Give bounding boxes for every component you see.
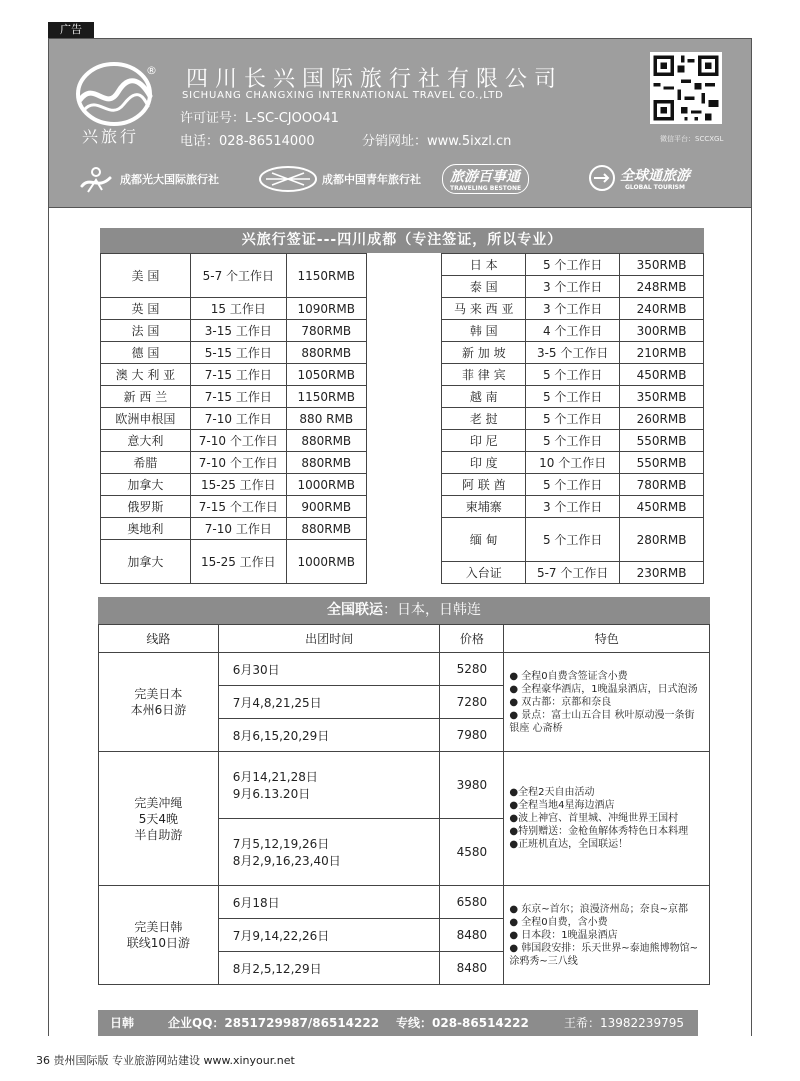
visa-right-days: 5 个工作日: [526, 254, 620, 276]
tour-date-line: 6月30日: [232, 662, 280, 677]
company-name: 四川长兴国际旅行社有限公司: [186, 67, 564, 92]
page-footer: 36 贵州国际版 专业旅游网站建设 www.xinyour.net: [36, 1054, 295, 1067]
runner-logo-icon: [76, 164, 116, 194]
distribution-url[interactable]: 分销网址：www.5ixzl.cn: [362, 134, 512, 149]
visa-section-title: 兴旅行签证---四川成都（专注签证，所以专业）: [100, 228, 704, 253]
visa-right-price: 248RMB: [620, 276, 704, 298]
tour-feature-item: ●正班机直达，全国联运！: [509, 839, 629, 850]
tour-date-line: 7月4,8,21,25日: [232, 695, 322, 710]
globe-arrow-icon: [588, 164, 616, 192]
visa-left-days: 7-15 个工作日: [190, 496, 286, 518]
visa-right-country: 日 本: [442, 254, 526, 276]
tour-price: 7280: [440, 686, 504, 719]
visa-right-price: 230RMB: [620, 562, 704, 584]
visa-right-days: 5 个工作日: [526, 518, 620, 562]
visa-right-country: 越 南: [442, 386, 526, 408]
tour-feature-item: ●全程2天自由活动: [509, 787, 595, 798]
contact-label: 日韩: [110, 1016, 135, 1030]
tour-price: 6580: [440, 886, 504, 919]
tour-feature-item: ● 景点：富士山五合目 秋叶原动漫一条街: [509, 709, 695, 721]
visa-left-days: 5-7 个工作日: [190, 254, 286, 298]
tour-date: [218, 686, 440, 719]
badge-bestone-box: [442, 164, 529, 194]
tour-feature-item: ● 东京~首尔；浪漫济州岛；奈良~京都: [509, 903, 689, 915]
tour-header-date: 出团时间: [218, 625, 440, 653]
tour-date-line: 6月14,21,28日: [232, 770, 318, 784]
tour-row: [99, 752, 710, 819]
visa-right-price: 450RMB: [620, 496, 704, 518]
contact-bar: [98, 1010, 698, 1036]
visa-right-price: 300RMB: [620, 320, 704, 342]
tour-route-line: 本州6日游: [130, 703, 187, 717]
visa-right-price: 210RMB: [620, 342, 704, 364]
partner-guangda: [76, 164, 219, 194]
visa-right-days: 5-7 个工作日: [526, 562, 620, 584]
tour-route-line: 联线10日游: [126, 936, 191, 950]
tour-price: 3980: [440, 752, 504, 819]
visa-left-days: 7-10 工作日: [190, 408, 286, 430]
tour-header-feature: 特色: [504, 625, 710, 653]
visa-right-price: 350RMB: [620, 386, 704, 408]
visa-right-price: 240RMB: [620, 298, 704, 320]
visa-left-days: 7-10 个工作日: [190, 430, 286, 452]
visa-left-country: 英 国: [101, 298, 191, 320]
visa-table: [100, 253, 704, 584]
partner-cyts-name: 成都中国青年旅行社: [322, 173, 421, 186]
tour-feature-item: ●波上神宫、首里城、冲绳世界王国村: [509, 813, 679, 824]
visa-right-country: 泰 国: [442, 276, 526, 298]
visa-left-days: 3-15 工作日: [190, 320, 286, 342]
tour-route: [99, 653, 219, 752]
tour-feature-item: 银座 心斋桥: [509, 722, 563, 734]
visa-right-country: 菲 律 宾: [442, 364, 526, 386]
visa-left-days: 15 工作日: [190, 298, 286, 320]
visa-left-country: 德 国: [101, 342, 191, 364]
badge-global-name: 全球通旅游: [620, 168, 690, 184]
visa-left-country: 澳 大 利 亚: [101, 364, 191, 386]
tour-route-line: 完美日本: [134, 687, 183, 701]
visa-right-price: 260RMB: [620, 408, 704, 430]
tour-header-price: 价格: [440, 625, 504, 653]
tour-features: [504, 653, 710, 752]
tour-price: 8480: [440, 919, 504, 952]
visa-left-country: 俄罗斯: [101, 496, 191, 518]
tour-date: [218, 919, 440, 952]
tour-date: [218, 886, 440, 919]
tour-date: [218, 819, 440, 886]
visa-left-price: 780RMB: [286, 320, 366, 342]
badge-bestone-name: 旅游百事通: [450, 169, 520, 185]
tour-section-title: [98, 597, 710, 624]
tour-date: [218, 952, 440, 985]
visa-left-price: 880RMB: [286, 518, 366, 540]
visa-left-price: 1000RMB: [286, 474, 366, 496]
visa-right-price: 450RMB: [620, 364, 704, 386]
tour-price: 5280: [440, 653, 504, 686]
visa-left-price: 1150RMB: [286, 386, 366, 408]
tour-row: [99, 653, 710, 686]
visa-right-days: 5 个工作日: [526, 474, 620, 496]
visa-left-days: 7-10 个工作日: [190, 452, 286, 474]
visa-left-country: 加拿大: [101, 474, 191, 496]
visa-left-price: 1000RMB: [286, 540, 366, 584]
visa-right-price: 550RMB: [620, 452, 704, 474]
tour-feature-item: ● 全程0自费含签证含小费: [509, 670, 628, 682]
visa-left-country: 希腊: [101, 452, 191, 474]
visa-left-price: 900RMB: [286, 496, 366, 518]
tour-date-line: 6月18日: [232, 895, 280, 910]
tour-title-rest: ：日本，日韩连: [383, 602, 481, 618]
visa-right-days: 3-5 个工作日: [526, 342, 620, 364]
visa-left-price: 1150RMB: [286, 254, 366, 298]
tour-date-line: 7月5,12,19,26日: [232, 837, 330, 851]
tour-feature-item: ● 全程0自费，含小费: [509, 916, 608, 928]
visa-left-country: 法 国: [101, 320, 191, 342]
badge-bestone-sub: TRAVELING BESTONE: [450, 185, 522, 192]
visa-right-country: 缅 甸: [442, 518, 526, 562]
badge-bestone: [442, 164, 529, 194]
visa-right-days: 3 个工作日: [526, 298, 620, 320]
tour-date-line: 8月2,9,16,23,40日: [232, 854, 341, 868]
visa-right-days: 10 个工作日: [526, 452, 620, 474]
visa-left-country: 欧洲申根国: [101, 408, 191, 430]
tour-route-line: 完美日韩: [134, 920, 183, 934]
tour-feature-item: ● 全程豪华酒店，1晚温泉酒店，日式泡汤: [509, 683, 698, 695]
visa-right-country: 老 挝: [442, 408, 526, 430]
visa-left-country: 意大利: [101, 430, 191, 452]
tour-feature-item: ●特别赠送：金枪鱼解体秀特色日本料理: [509, 826, 689, 837]
visa-left-price: 880RMB: [286, 430, 366, 452]
tour-features: [504, 886, 710, 985]
tour-feature-item: ●全程当地4星海边酒店: [509, 800, 615, 811]
visa-left-days: 7-10 工作日: [190, 518, 286, 540]
contact-qq: 企业QQ：2851729987/86514222: [168, 1016, 380, 1030]
visa-left-price: 880RMB: [286, 452, 366, 474]
visa-right-country: 印 度: [442, 452, 526, 474]
visa-right-country: 入台证: [442, 562, 526, 584]
tour-features: [504, 752, 710, 886]
tour-title-bold: 全国联运: [327, 602, 383, 618]
partner-guangda-name: 成都光大国际旅行社: [120, 173, 219, 186]
partner-cyts: [258, 164, 421, 194]
badge-global: [588, 164, 690, 192]
tour-date-line: 8月2,5,12,29日: [232, 961, 322, 976]
visa-right-country: 柬埔寨: [442, 496, 526, 518]
tour-row: [99, 886, 710, 919]
tour-table: [98, 624, 710, 985]
tour-date-line: 7月9,14,22,26日: [232, 928, 330, 943]
tour-route: [99, 752, 219, 886]
tour-date-line: 9月6.13.20日: [232, 787, 311, 801]
tour-date: [218, 752, 440, 819]
visa-right-days: 5 个工作日: [526, 386, 620, 408]
visa-left-country: 新 西 兰: [101, 386, 191, 408]
visa-right-country: 新 加 坡: [442, 342, 526, 364]
visa-right-days: 5 个工作日: [526, 430, 620, 452]
visa-right-days: 3 个工作日: [526, 496, 620, 518]
visa-right-country: 马 来 西 亚: [442, 298, 526, 320]
visa-left-price: 880 RMB: [286, 408, 366, 430]
visa-right-price: 550RMB: [620, 430, 704, 452]
visa-left-country: 奥地利: [101, 518, 191, 540]
visa-right-country: 韩 国: [442, 320, 526, 342]
visa-left-price: 1050RMB: [286, 364, 366, 386]
ad-tag: 广告: [48, 22, 94, 38]
visa-left-days: 15-25 工作日: [190, 540, 286, 584]
visa-row: [101, 254, 704, 276]
visa-left-price: 880RMB: [286, 342, 366, 364]
company-name-en: SICHUANG CHANGXING INTERNATIONAL TRAVEL CO.,LTD: [182, 90, 504, 101]
badge-global-sub: GLOBAL TOURISM: [625, 184, 685, 191]
visa-right-price: 780RMB: [620, 474, 704, 496]
visa-right-country: 阿 联 酋: [442, 474, 526, 496]
tour-date: [218, 719, 440, 752]
badge-global-box: [620, 165, 690, 191]
visa-right-country: 印 尼: [442, 430, 526, 452]
visa-left-price: 1090RMB: [286, 298, 366, 320]
visa-left-country: 加拿大: [101, 540, 191, 584]
visa-left-days: 7-15 工作日: [190, 386, 286, 408]
qr-caption: 微信平台：SCCXGL: [660, 135, 724, 143]
tour-route-line: 半自助游: [134, 827, 183, 842]
tour-date-line: 8月6,15,20,29日: [232, 728, 330, 743]
visa-right-days: 3 个工作日: [526, 276, 620, 298]
visa-gap: [366, 254, 442, 584]
phone-number: 电话：028-86514000: [180, 134, 315, 149]
tour-route-line: 完美冲绳: [134, 795, 183, 810]
tour-feature-item: ● 日本段：1晚温泉酒店: [509, 929, 618, 941]
tour-feature-item: ● 韩国段安排：乐天世界~泰迪熊博物馆~: [509, 942, 699, 954]
qr-code-icon: [650, 52, 722, 124]
registered-mark: ®: [146, 64, 157, 77]
tour-date: [218, 653, 440, 686]
contact-person: 王希：13982239795: [564, 1016, 684, 1030]
tour-feature-item: ● 双古都：京都和奈良: [509, 696, 612, 708]
tour-price: 7980: [440, 719, 504, 752]
logo-text: 兴旅行: [82, 127, 140, 146]
visa-left-country: 美 国: [101, 254, 191, 298]
contact-hotline: 专线：028-86514222: [396, 1016, 529, 1030]
tour-price: 8480: [440, 952, 504, 985]
tour-header-route: 线路: [99, 625, 219, 653]
visa-right-price: 280RMB: [620, 518, 704, 562]
visa-right-days: 5 个工作日: [526, 408, 620, 430]
tour-feature-item: 涂鸦秀~三八线: [509, 955, 578, 967]
tour-route-line: 5天4晚: [138, 811, 179, 826]
visa-right-days: 5 个工作日: [526, 364, 620, 386]
tour-route: [99, 886, 219, 985]
cyts-logo-icon: [258, 164, 318, 194]
tour-price: 4580: [440, 819, 504, 886]
visa-left-days: 7-15 工作日: [190, 364, 286, 386]
visa-right-days: 4 个工作日: [526, 320, 620, 342]
visa-right-price: 350RMB: [620, 254, 704, 276]
visa-left-days: 5-15 工作日: [190, 342, 286, 364]
visa-left-days: 15-25 工作日: [190, 474, 286, 496]
license-number: 许可证号：L-SC-CJOOO41: [180, 111, 339, 126]
